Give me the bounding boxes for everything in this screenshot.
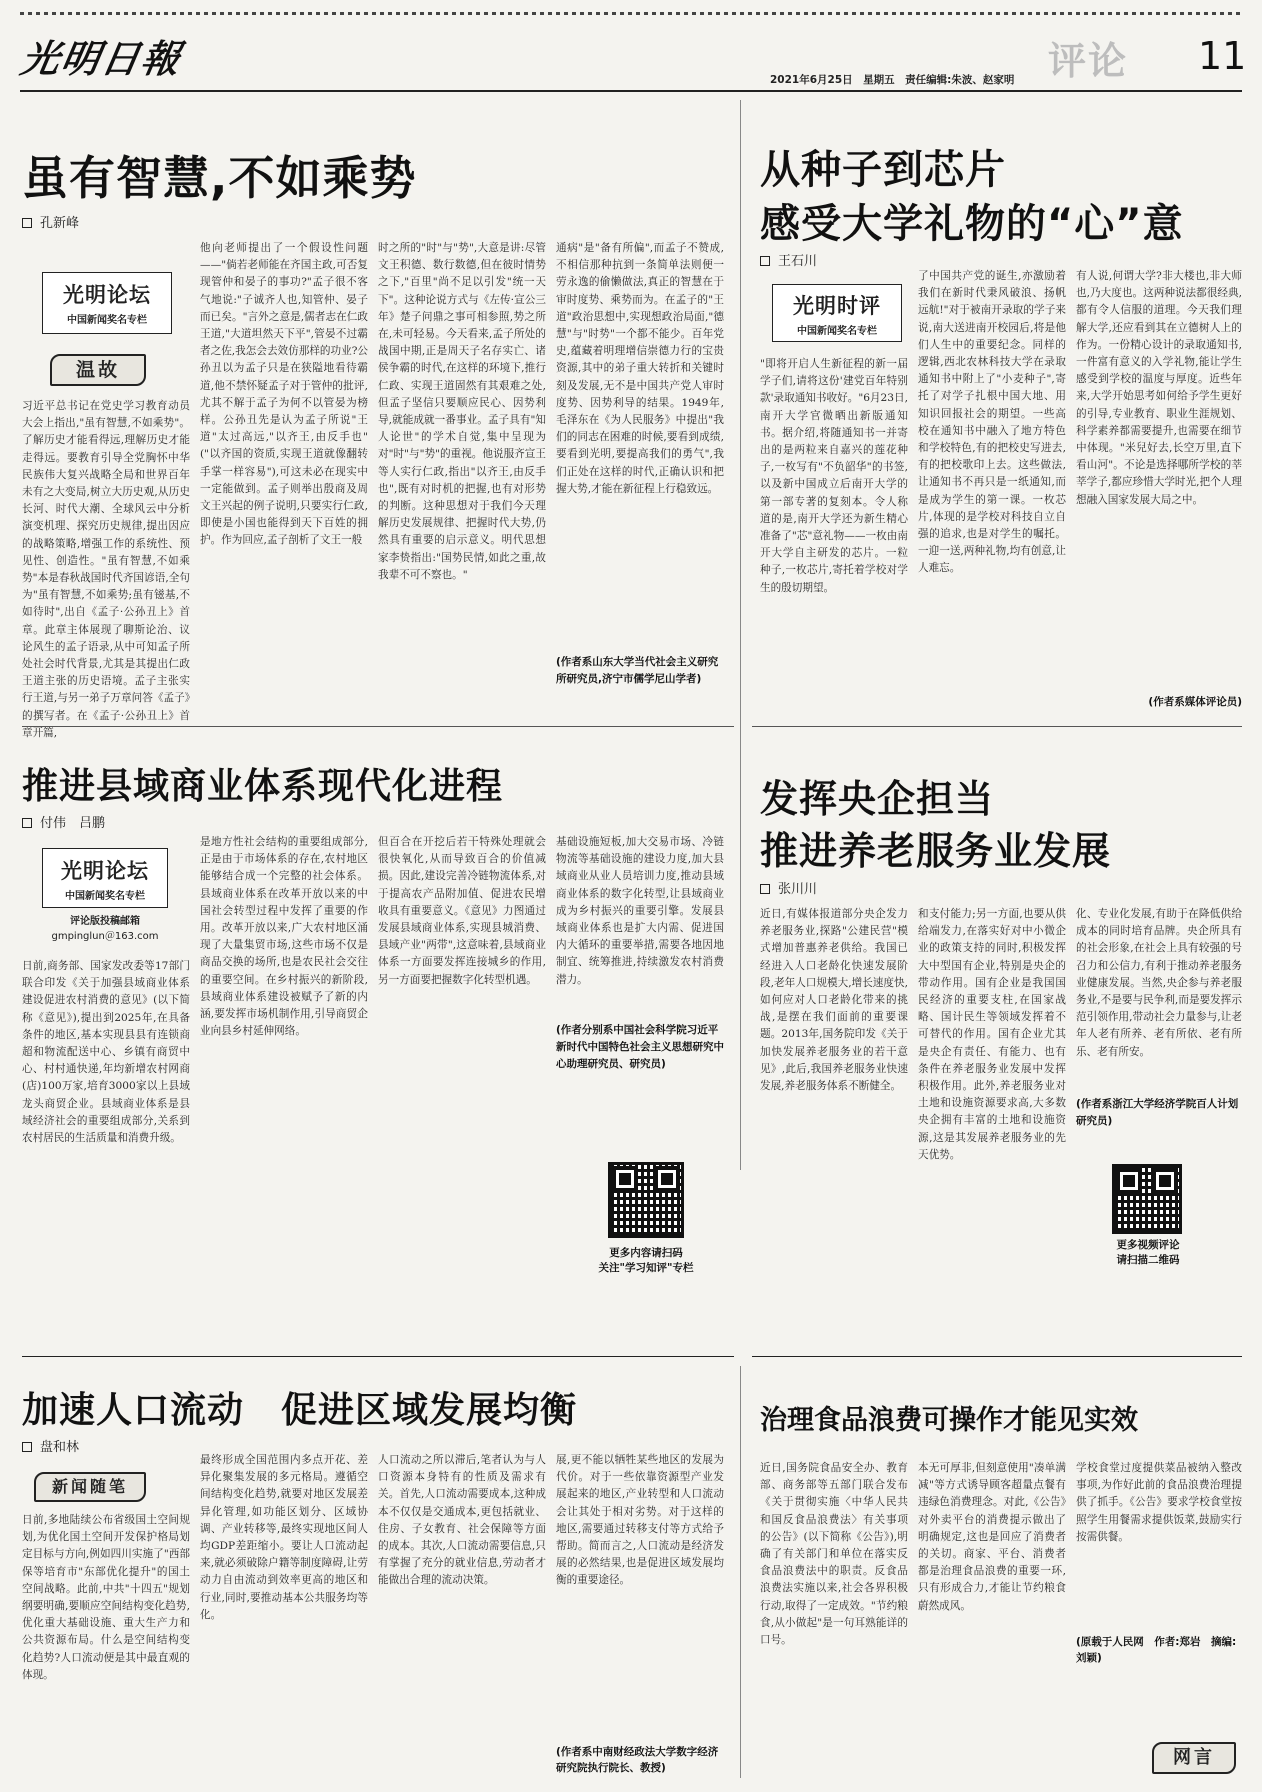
article-6-column-3-text: 学校食堂过度提供菜品被纳入整改事项,为作好此前的食品浪费治理提供了抓手。《公告》要求学校食堂按照学生用餐需求提供饭菜,鼓励实行按需供餐。: [1076, 1462, 1242, 1543]
byline-marker-icon: [22, 218, 32, 228]
article-4-title-line-2: 推进养老服务业发展: [760, 829, 1112, 873]
article-1-column-3: 时之所的"时"与"势",大意是讲:尽管文王积德、数行数德,但在彼时情势之下,"百里"尚不足以引发"统一天下"。这种论说方式与《左传·宣公三年》楚子问鼎之事可相参照,势之所在,未可轻易。今天看来,孟子所处的战国中期,正是周天子名存实亡、诸侯争霸的时代,在这样的环境下,推行仁政、实现王道固然有其艰难之处,但孟子坚信只要顺应民心、因势利导,就能成就一番事业。孟子具有"知人论世"的学术自觉,集中呈现为对"时"与"势"的重视。他说服齐宣王等人实行仁政,指出"以齐王,由反手也",既有对时机的把握,也有对形势的判断。这种思想对于我们今天理解历史发展规律、把握时代大势,仍然具有重要的启示意义。明代思想家李贽指出:"国势民情,如此之重,故我辈不可不察也。": [378, 242, 546, 581]
article-2-author-note: (作者系媒体评论员): [1148, 696, 1242, 708]
divider: [22, 726, 734, 727]
article-5-byline: [22, 1436, 79, 1455]
article-4-column-3-text: 化、专业化发展,有助于在降低供给成本的同时培育品牌。央企所具有的社会形象,在社会上具有较强的号召力和公信力,有利于推动养老服务业健康发展。当然,央企参与养老服务业,不是要与民争利,而是要发挥示范引领作用,带动社会力量参与,让老年人老有所养、老有所依、老有所乐、老有所安。: [1076, 908, 1242, 1058]
masthead-rule: [20, 90, 1242, 92]
column-tag-xinwen-suibi: 新闻随笔: [34, 1472, 146, 1502]
email-label: 评论版投稿邮箱: [70, 916, 140, 927]
byline-marker-icon: [760, 256, 770, 266]
article-1-byline: [22, 212, 79, 231]
article-5-column-2: 最终形成全国范围内多点开花、差异化聚集发展的多元格局。遵循空间结构变化趋势,就要对地区发展差异化管理,如功能区划分、区域协调、产业转移等,最终实现地区间人均GDP差距缩小。要让人口流动起来,就必须破除户籍等制度障碍,让劳动力自由流动到效率更高的地区和行业,同时,要推动基本公共服务均等化。: [200, 1454, 368, 1621]
article-1-column-2: 他向老师提出了一个假设性问题——"倘若老师能在齐国主政,可否复现管仲和晏子的事功?"孟子很不客气地说:"子诚齐人也,知管仲、晏子而已矣。"言外之意是,儒者志在仁政王道,"大道坦然天下平",管晏不过霸者之佐,我怎会去效仿那样的功业?公孙丑以为孟子只是在狭隘地看待霸道,他不禁怀疑孟子对于管仲的批评,尤其不解于孟子为何不以管晏为榜样。公孙丑先是认为孟子所说"王道"太过高远,"以齐王,由反手也"("以齐国的资质,实现王道就像翻转手掌一样容易"),可这未必在现实中一定能做到。孟子则举出殷商及周文王兴起的例子说明,只要实行仁政,即使是小国也能得到天下百姓的拥护。作为回应,孟子剖析了文王一般: [200, 242, 368, 547]
qr-caption-line-2: 关注"学习知评"专栏: [598, 1262, 694, 1274]
article-4-author: 张川川: [778, 882, 818, 897]
page-number: 11: [1198, 34, 1247, 78]
article-4-title-line-1: 发挥央企担当: [760, 777, 995, 821]
article-1-column-1: 习近平总书记在党史学习教育动员大会上指出,"虽有智慧,不如乘势"。了解历史才能看得远,理解历史才能走得远。要教育引导全党胸怀中华民族伟大复兴战略全局和世界百年未有之大变局,树立大历史观,从历史长河、时代大潮、全球风云中分析演变机理、探究历史规律,提出因应的战略策略,增强工作的系统性、预见性、创造性。"虽有智慧,不如乘势"本是春秋战国时代齐国谚语,全句为"虽有智慧,不如乘势;虽有镃基,不如待时",出自《孟子·公孙丑上》首章。此章主体展现了聊斯论治、议论风生的孟子语录,从中可知孟子所处社会时代背景,尤其是其提出仁政王道主张的历史语境。孟子主张实行王道,与另一弟子万章问答《孟子》的撰写者。在《孟子·公孙丑上》首章开篇,: [22, 400, 190, 739]
byline-marker-icon: [22, 1442, 32, 1452]
article-2-column-1: "即将开启人生新征程的新一届学子们,请将这份'建党百年特别款'录取通知书收好。"6月23日,南开大学官微晒出新版通知书。据介绍,将随通知书一并寄出的是两粒来自嘉兴的莲花种子,一枚写有"不负韶华"的书签,以及新中国成立后南开大学的第一部专著的复刻本。令人称道的是,南开大学还为新生精心准备了"芯"意礼物——一枚由南开大学自主研发的芯片。一粒种子,一枚芯片,寄托着学校对学生的殷切期望。: [760, 358, 908, 594]
article-5-column-4-text: 展,更不能以牺牲某些地区的发展为代价。对于一些依靠资源型产业发展起来的地区,产业转型和人口流动会让其处于相对劣势。对于这样的地区,需要通过转移支付等方式给予帮助。简而言之,人口流动是经济发展的必然结果,也是促进区域发展均衡的重要途径。: [556, 1454, 724, 1587]
submission-email-block: [42, 914, 168, 944]
badge-title: 光明论坛: [63, 283, 151, 307]
qr-code-icon[interactable]: [1112, 1164, 1182, 1234]
article-5-author: 盘和林: [40, 1440, 80, 1455]
article-1-title: 虽有智慧,不如乘势: [22, 151, 417, 205]
article-5-column-4: [556, 1452, 724, 1782]
badge-subtitle: 中国新闻奖名专栏: [65, 891, 145, 902]
article-1-column-4: [556, 240, 724, 716]
article-2-column-3: [1076, 268, 1242, 716]
article-3-author-note: (作者分别系中国社会科学院习近平新时代中国特色社会主义思想研究中心助理研究员、研究员): [556, 1024, 724, 1070]
article-4-author-note: (作者系浙江大学经济学院百人计划研究员): [1076, 1098, 1239, 1127]
article-3-column-1: 日前,商务部、国家发改委等17部门联合印发《关于加强县域商业体系建设促进农村消费的意见》(以下简称《意见》),提出到2025年,在具备条件的地区,基本实现县县有连锁商超和物流配送中心、乡镇有商贸中心、村村通快递,年均新增农村网商(店)100万家,培育3000家以上县域龙头商贸企业。县域商业体系是县域经济社会的重要组成部分,关系到农村居民的生活质量和消费升级。: [22, 960, 190, 1145]
article-5-title: 加速人口流动 促进区域发展均衡: [22, 1390, 578, 1431]
article-5-column-1: 日前,多地陆续公布省级国土空间规划,为优化国土空间开发保护格局划定目标与方向,例如四川实施了"西部保等培育市"东部优化提升"的国土空间战略。此前,中共"十四五"规划纲要明确,要顺应空间结构变化趋势,优化重大基础设施、重大生产力和公共资源布局。什么是空间结构变化趋势?人口流动便是其中最直观的体现。: [22, 1514, 190, 1681]
article-4-column-3: [1076, 906, 1242, 1346]
divider: [752, 726, 1242, 727]
article-3-column-2: 是地方性社会结构的重要组成部分,正是由于市场体系的存在,农村地区能够结合成一个完整的社会体系。县域商业体系在改革开放以来的中国社会转型过程中发挥了重要的作用。改革开放以来,广大农村地区涌现了大量集贸市场,这些市场不仅是商品交换的场所,也是农民社会交往的重要空间。在乡村振兴的新阶段,县域商业体系建设被赋予了新的内涵,要发挥市场机制作用,引导商贸企业向县乡村延伸网络。: [200, 836, 368, 1038]
article-2-title-line-2: 感受大学礼物的“心”意: [760, 201, 1184, 247]
byline-marker-icon: [22, 818, 32, 828]
article-2-byline: [760, 250, 817, 269]
date-line: 2021年6月25日 星期五 责任编辑:朱波、赵家明: [770, 74, 1015, 86]
article-4-qr-caption: [1080, 1238, 1216, 1268]
article-2-title-line-1: 从种子到芯片: [760, 147, 1006, 193]
column-tag-wangyan: 网言: [1152, 1742, 1236, 1774]
article-3-title: 推进县域商业体系现代化进程: [22, 766, 504, 807]
article-3-byline: [22, 812, 105, 831]
newspaper-logo: 光明日報: [17, 36, 186, 81]
article-4-column-1: 近日,有媒体报道部分央企发力养老服务业,探路"公建民营"模式增加普惠养老供给。我国已经进入人口老龄化快速发展阶段,老年人口规模大,增长速度快,如何应对人口老龄化带来的挑战,是摆在我们面前的重要课题。2013年,国务院印发《关于加快发展养老服务业的若干意见》,此后,我国养老服务业快速发展,养老服务体系不断健全。: [760, 908, 908, 1093]
article-3-authors: 付伟 吕鹏: [40, 816, 106, 831]
badge-subtitle: 中国新闻奖名专栏: [67, 315, 147, 326]
article-1-column-4-text: 通病"是"备有所偏",而孟子不赞成,不相信那种抗到一条简单法则便一劳永逸的偷懒做法,真正的智慧在于审时度势、乘势而为。在孟子的"王道"政治思想中,实现想政治局面,"德慧"与"时势"一个都不能少。百年党史,蕴藏着明理增信崇德力行的宝贵资源,其中的弟子重大转折和关键时刻及发展,无不是中国共产党人审时度势、因势利导的结果。1949年,毛泽东在《为人民服务》中提出"我们的同志在困难的时候,要看到成绩,要看到光明,要提高我们的勇气",我们正处在这样的时代,正确认识和把握大势,才能在新征程上行稳致远。: [556, 242, 724, 495]
column-badge-guangming-luntan: [42, 272, 172, 334]
article-2-author: 王石川: [778, 254, 818, 269]
column-tag-wengu: 温故: [50, 354, 146, 386]
badge-subtitle: 中国新闻奖名专栏: [797, 326, 877, 337]
byline-marker-icon: [760, 884, 770, 894]
column-badge-guangming-shiping: [772, 284, 902, 342]
qr-caption-line-1: 更多内容请扫码: [609, 1247, 683, 1259]
article-5-column-3: 人口流动之所以滞后,笔者认为与人口资源本身特有的性质及需求有关。首先,人口流动需要成本,这种成本不仅仅是交通成本,更包括就业、住房、子女教育、社会保障等方面的成本。其次,人口流动需要信息,只有掌握了充分的就业信息,劳动者才能做出合理的流动决策。: [378, 1454, 546, 1587]
column-badge-guangming-luntan: [42, 848, 168, 908]
article-4-byline: [760, 878, 817, 897]
article-5-author-note: (作者系中南财经政法大学数字经济研究院执行院长、教授): [556, 1746, 719, 1774]
article-1-author: 孔新峰: [40, 216, 80, 231]
email-address[interactable]: gmpinglun＠163.com: [51, 931, 159, 942]
divider: [22, 1356, 734, 1357]
article-6-column-2: 本无可厚非,但刻意使用"凑单满减"等方式诱导顾客超量点餐有违绿色消费理念。对此,《公告》对外卖平台的消费提示做出了明确规定,这也是回应了消费者的关切。商家、平台、消费者都是治理食品浪费的重要一环,只有形成合力,才能让节约粮食蔚然成风。: [918, 1462, 1066, 1612]
article-3-column-4-text: 基础设施短板,加大交易市场、冷链物流等基础设施的建设力度,加大县域商业从业人员培训力度,推动县域商业体系的数字化转型,让县域商业成为乡村振兴的重要引擎。发展县域商业体系也是扩大内需、促进国内大循环的重要举措,需要各地因地制宜、统筹推进,持续激发农村消费潜力。: [556, 836, 724, 986]
article-6-column-3: [1076, 1460, 1242, 1700]
article-3-column-3: 但百合在开挖后若干特殊处理就会很快氧化,从而导致百合的价值减损。因此,建设完善冷链物流体系,对于提高农产品附加值、促进农民增收具有重要意义。《意见》力图通过发展县域商业体系,实现县城消费、县域产业"两带",这意味着,县域商业体系一方面要发挥连接城乡的作用,另一方面要把握数字化转型机遇。: [378, 836, 546, 986]
qr-caption-line-1: 更多视频评论: [1116, 1239, 1180, 1251]
badge-title: 光明时评: [793, 294, 881, 318]
top-rule: [20, 12, 1242, 15]
divider: [752, 1356, 1242, 1357]
article-1-author-note: (作者系山东大学当代社会主义研究所研究员,济宁市儒学尼山学者): [556, 656, 719, 685]
qr-caption-line-2: 请扫描二维码: [1116, 1254, 1180, 1266]
badge-title: 光明论坛: [61, 859, 149, 883]
vertical-divider: [740, 1366, 741, 1778]
article-6-column-1: 近日,国务院食品安全办、教育部、商务部等五部门联合发布《关于贯彻实施〈中华人民共和国反食品浪费法〉有关事项的公告》(以下简称《公告》),明确了有关部门和单位在落实反食品浪费法中的职责。反食品浪费法实施以来,社会各界积极行动,取得了一定成效。"节约粮食,从小做起"是一句耳熟能详的口号。: [760, 1462, 908, 1647]
article-6-title: 治理食品浪费可操作才能见实效: [760, 1405, 1138, 1436]
vertical-divider: [740, 100, 741, 1170]
article-2-column-2: 了中国共产党的诞生,亦激励着我们在新时代秉风破浪、扬帆远航!"对于被南开录取的学子来说,南大送进南开校园后,将是他们人生中的重要纪念。同样的逻辑,西北农林科技大学在录取通知书中附上了"小麦种子",寄托了对学子扎根中国大地、用知识回报社会的期望。一些高校在通知书中融入了地方特色和学校特色,有的把校史写进去,有的把校歌印上去。这些做法,让通知书不再只是一纸通知,而是成为学生的第一课。一枚芯片,体现的是学校对科技自立自强的追求,也是对学生的嘱托。一迎一送,两种礼物,均有创意,让人难忘。: [918, 270, 1066, 575]
section-title: 评论: [1048, 39, 1129, 83]
article-4-column-2: 和支付能力;另一方面,也要从供给端发力,在落实好对中小微企业的政策支持的同时,积极发挥大中型国有企业,特别是央企的带动作用。国有企业是我国国民经济的重要支柱,在国家战略、国计民生等领域发挥着不可替代的作用。国有企业尤其是央企有责任、有能力、也有条件在养老服务业发展中发挥积极作用。此外,养老服务业对土地和设施资源要求高,大多数央企拥有丰富的土地和设施资源,这是其发展养老服务业的先天优势。: [918, 908, 1066, 1161]
article-6-source-note: (原载于人民网 作者:郑岩 摘编:刘颖): [1076, 1636, 1237, 1664]
article-3-qr-caption: [572, 1246, 720, 1276]
qr-code-icon[interactable]: [608, 1162, 684, 1238]
article-2-column-3-text: 有人说,何谓大学?非大楼也,非大师也,乃大度也。这两种说法都很经典,都有令人信服的道理。今天我们理解大学,还应看到其在立德树人上的作为。一份精心设计的录取通知书,一件富有意义的入学礼物,能让学生感受到学校的温度与厚度。近些年来,大学开始思考如何给予学生更好的引导,专业教育、职业生涯规划、科学素养都需要提升,也需要在细节中体现。"米兒好去,长空万里,直下看山河"。不论是选择哪所学校的莘莘学子,都应珍惜大学时光,把个人理想融入国家发展大局之中。: [1076, 270, 1242, 506]
